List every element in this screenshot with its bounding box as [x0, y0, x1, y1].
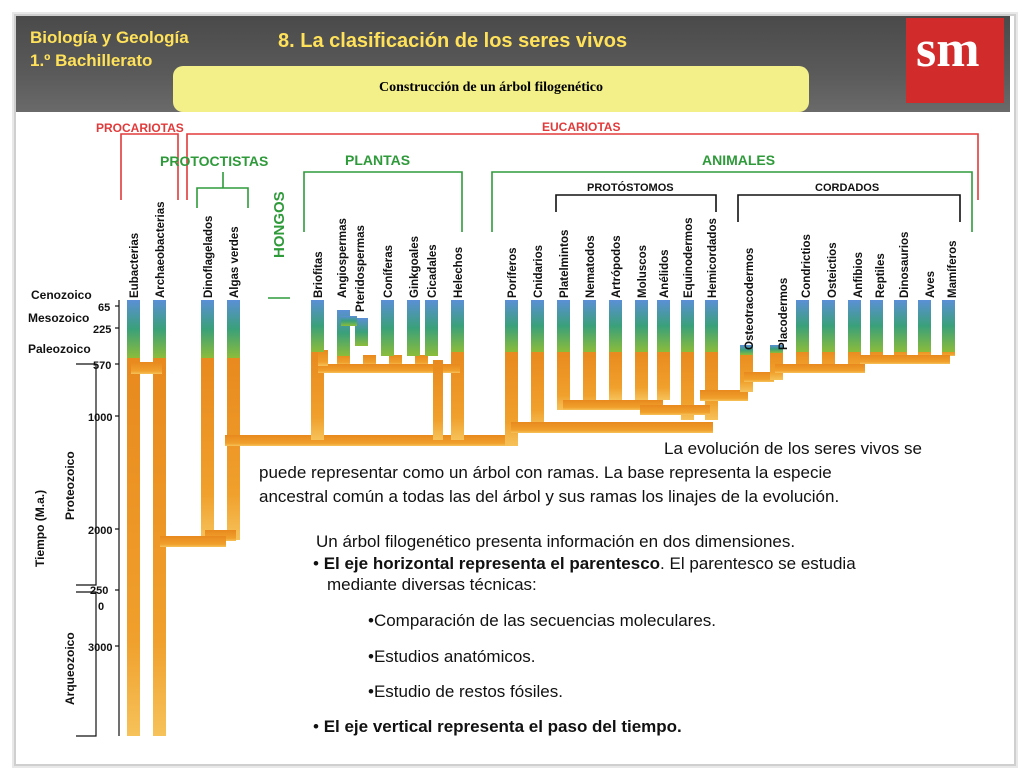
sub-bullet-2: •Estudios anatómicos.	[368, 647, 536, 666]
sub-bullet-1: •Comparación de las secuencias moleculares.	[368, 611, 717, 630]
taxon-label-moluscos: Moluscos	[637, 244, 649, 298]
taxon-label-ginkgoales: Ginkgoales	[409, 236, 421, 298]
taxon-label-cicadales: Cicadales	[427, 244, 439, 298]
taxon-label-algas verdes: Algas verdes	[229, 226, 241, 298]
tick-2500-a: 250	[90, 585, 109, 597]
taxon-label-reptiles: Reptiles	[875, 253, 887, 298]
animales-label: ANIMALES	[702, 152, 776, 168]
taxon-label-pteridospermas: Pteridospermas	[355, 225, 367, 312]
protostomos-bracket	[556, 195, 716, 212]
taxon-label-cnidarios: Cnidarios	[533, 244, 545, 298]
bullet-char-2: •	[313, 717, 319, 736]
tick-3000: 3000	[88, 642, 113, 654]
bullet-1-bold: El eje horizontal representa el parentesco	[323, 554, 661, 573]
taxon-label-helechos: Helechos	[453, 246, 465, 298]
taxon-label-artrópodos: Artrópodos	[611, 235, 623, 298]
era-proteozoico: Proteozoico	[63, 451, 77, 520]
protoctistas-bracket	[197, 188, 248, 208]
animales-bracket	[492, 172, 972, 232]
tick-225: 225	[93, 324, 112, 336]
cordados-label: CORDADOS	[815, 182, 880, 194]
tree-tips	[127, 300, 955, 358]
tick-2500-b: 0	[98, 601, 105, 613]
taxon-label-dinosaurios: Dinosaurios	[899, 231, 911, 298]
course-level: 1.º Bachillerato	[30, 51, 153, 70]
taxon-label-hemicordados: Hemicordados	[707, 218, 719, 298]
procariotas-label: PROCARIOTAS	[96, 121, 184, 135]
era-paleozoico: Paleozoico	[28, 342, 91, 356]
taxon-label-anélidos: Anélidos	[659, 249, 671, 298]
era-mesozoico: Mesozoico	[28, 311, 90, 325]
taxon-label-platelmintos: Platelmintos	[559, 229, 571, 298]
taxon-label-eubacterias: Eubacterias	[129, 232, 141, 298]
taxon-label-equinodermos: Equinodermos	[683, 217, 695, 298]
taxon-label-dinoflagelados: Dinoflagelados	[203, 215, 215, 298]
era-cenozoico: Cenozoico	[31, 288, 92, 302]
taxon-label-anfibios: Anfibios	[853, 252, 865, 298]
protoctistas-label: PROTOCTISTAS	[160, 153, 269, 169]
paragraph-1-line-2: puede representar como un árbol con ramas. La base representa la especie	[259, 463, 832, 482]
taxon-label-placodermos: Placodermos	[778, 277, 790, 350]
paragraph-1-line-1: La evolución de los seres vivos se	[664, 439, 922, 458]
sub-bullet-3: •Estudio de restos fósiles.	[368, 682, 563, 701]
page-title: 8. La clasificación de los seres vivos	[278, 30, 628, 52]
subtitle: Construcción de un árbol filogenético	[379, 80, 603, 95]
taxon-label-nematodos: Nematodos	[585, 235, 597, 298]
protostomos-label: PROTÓSTOMOS	[587, 182, 674, 194]
logo-text: sm	[916, 21, 980, 78]
taxon-label-aves: Aves	[925, 270, 937, 298]
taxon-label-poríferos: Poríferos	[507, 247, 519, 298]
cordados-bracket	[738, 195, 960, 222]
taxon-label-coníferas: Coníferas	[383, 244, 395, 298]
bullet-2-bold: El eje vertical representa el paso del tiempo.	[323, 717, 682, 736]
taxon-label-osteictios: Osteictios	[827, 242, 839, 298]
tick-1000: 1000	[88, 412, 113, 424]
tick-65: 65	[98, 302, 111, 314]
era-arqueozoico: Arqueozoico	[63, 632, 77, 705]
taxon-label-angiospermas: Angiospermas	[337, 218, 349, 298]
eucariotas-label: EUCARIOTAS	[542, 120, 621, 134]
bullet-vertical-axis	[313, 715, 682, 739]
bullet-1-line-2: mediante diversas técnicas:	[327, 575, 537, 594]
taxon-label-briofitas: Briofitas	[313, 251, 325, 298]
paragraph-2: Un árbol filogenético presenta información en dos dimensiones.	[316, 532, 796, 551]
course-title: Biología y Geología	[30, 28, 189, 47]
taxon-label-mamíferos: Mamíferos	[947, 240, 959, 298]
paragraph-1-line-3: ancestral común a todas las del árbol y sus ramas los linajes de la evolución.	[259, 487, 840, 506]
taxon-label-condrictios: Condrictios	[801, 234, 813, 298]
plantas-bracket	[304, 172, 462, 232]
bullet-char: •	[313, 554, 319, 573]
taxon-label-osteotracodermos: Osteotracodermos	[744, 247, 756, 350]
taxon-label-archaeobacterias: Archaeobacterias	[155, 201, 167, 298]
hongos-label: HONGOS	[271, 191, 288, 258]
tick-570: 570	[93, 360, 112, 372]
bullet-1-rest: . El parentesco se estudia	[660, 554, 856, 573]
tick-2000: 2000	[88, 525, 113, 537]
plantas-label: PLANTAS	[345, 152, 411, 168]
time-axis-label: Tiempo (M.a.)	[33, 489, 47, 567]
